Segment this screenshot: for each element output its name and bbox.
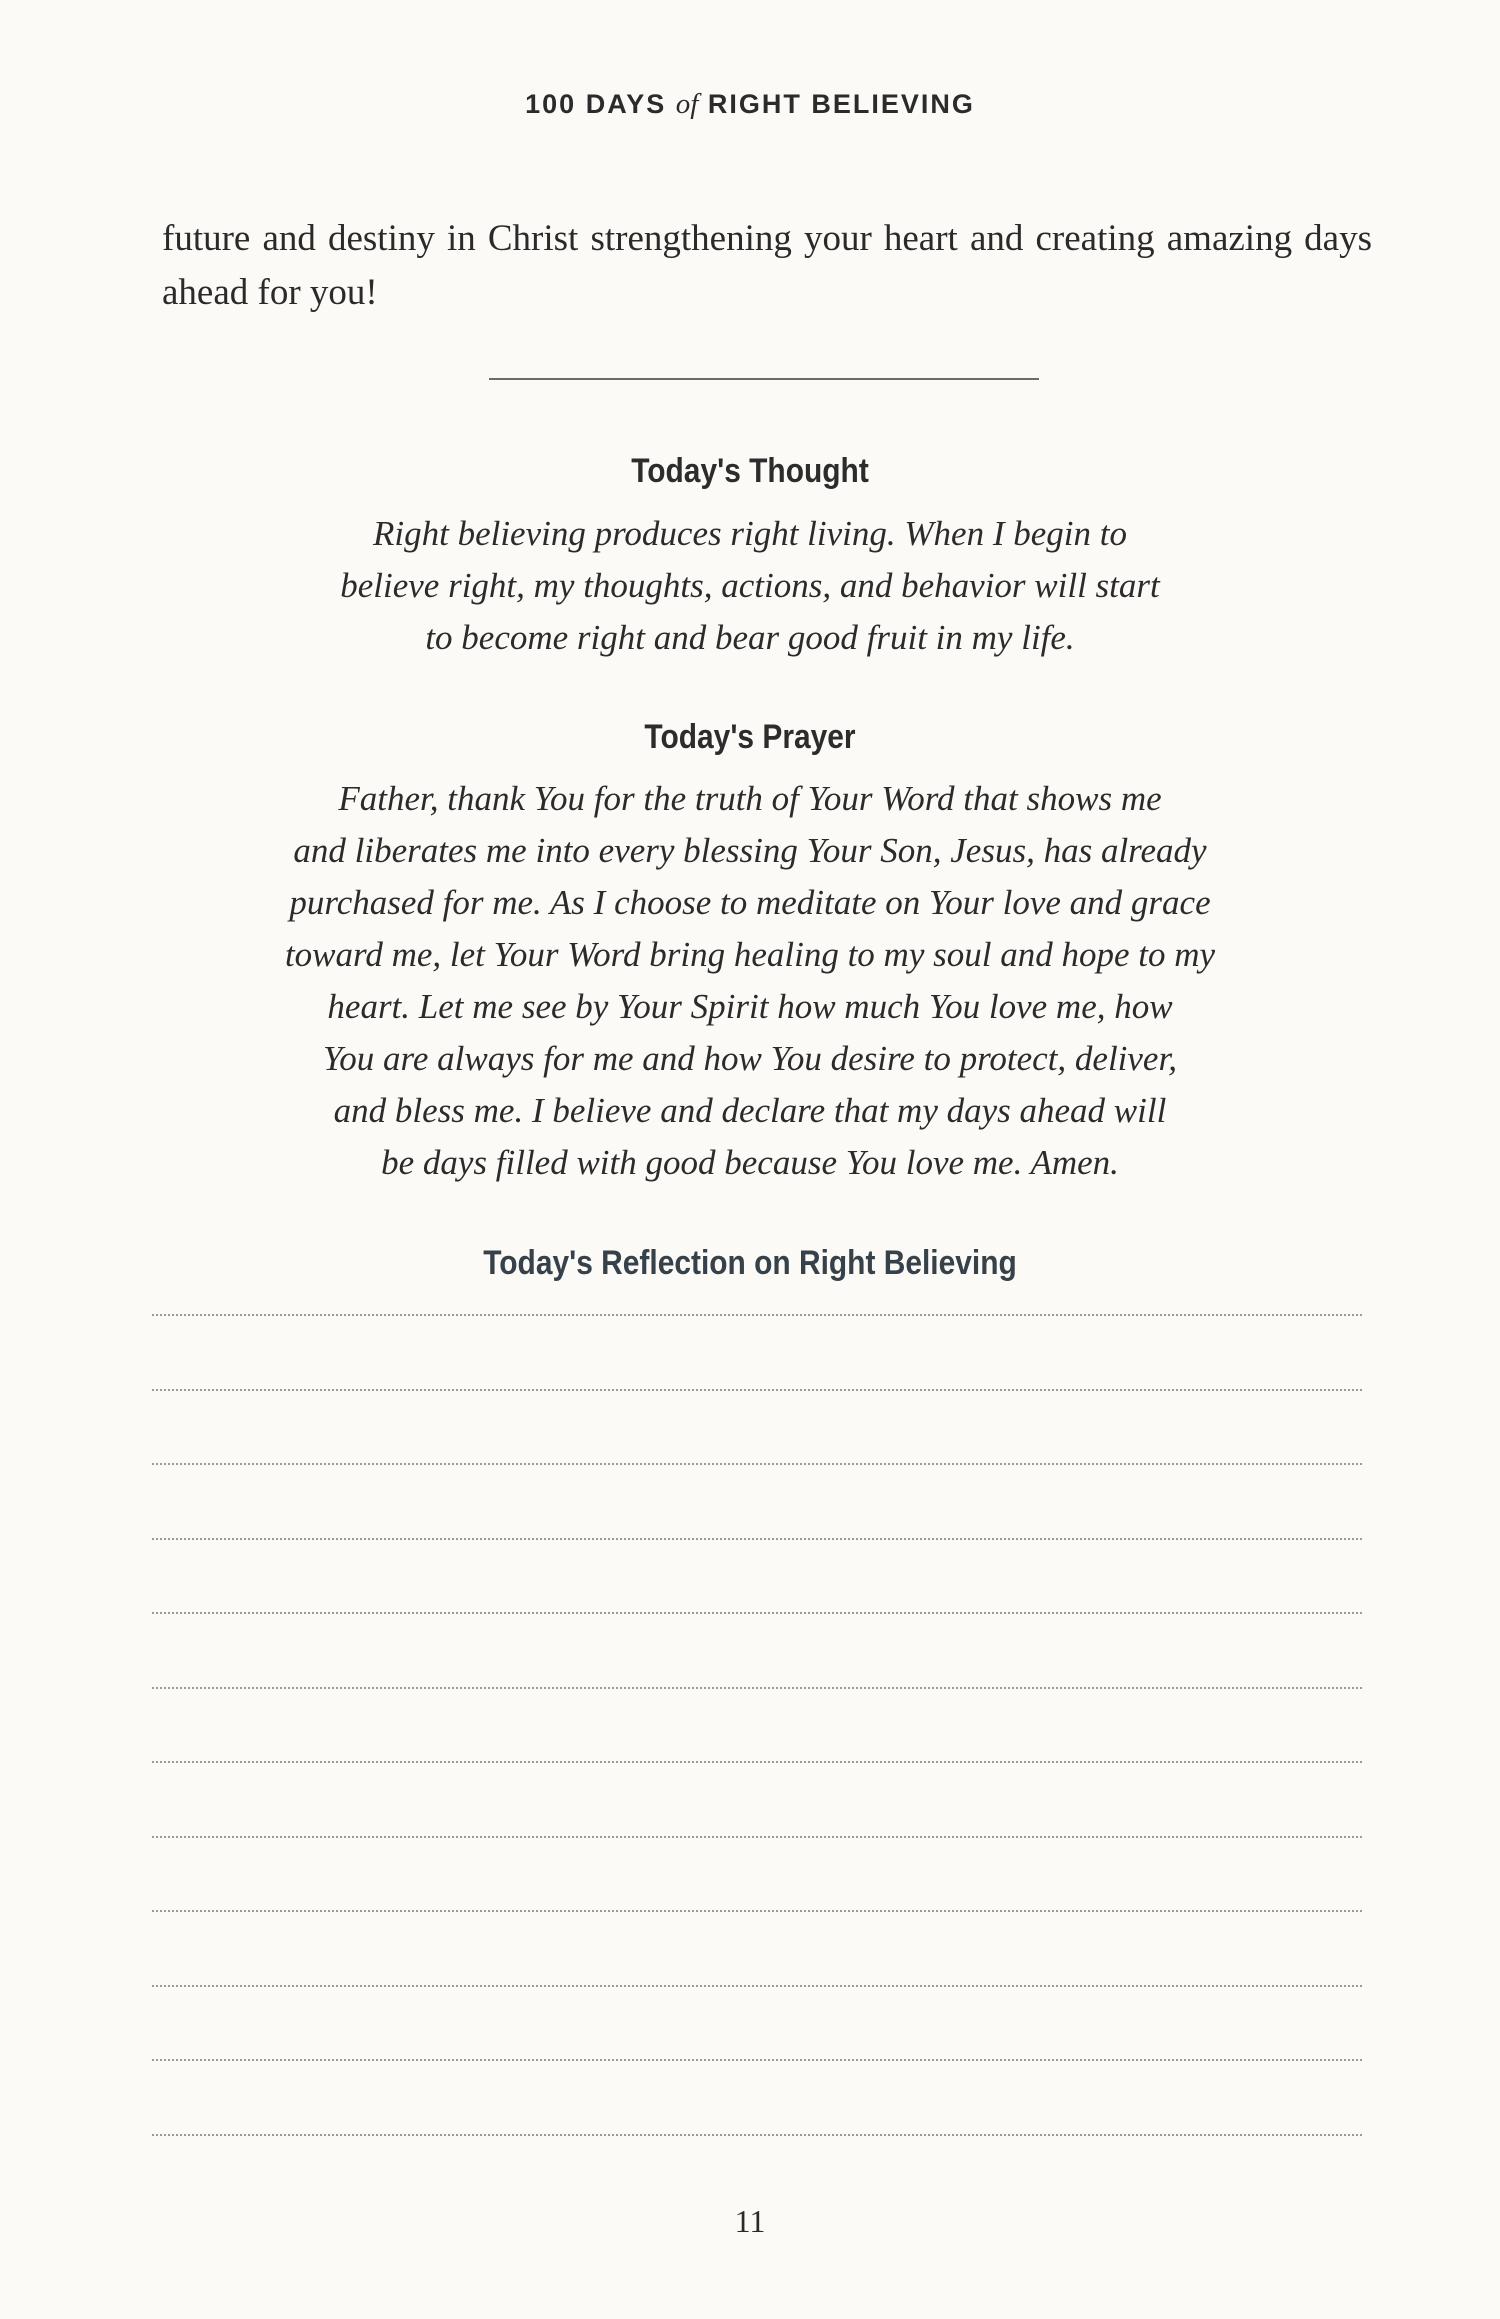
running-head-part2: RIGHT BELIEVING: [707, 89, 975, 119]
thought-line: to become right and bear good fruit in my life.: [425, 618, 1075, 657]
todays-reflection-heading: Today's Reflection on Right Believing: [483, 1244, 1017, 1282]
todays-prayer-text: [200, 773, 1300, 1189]
thought-line: Right believing produces right living. When I begin to: [373, 514, 1127, 553]
writing-line[interactable]: [152, 1761, 1362, 1763]
thought-line: believe right, my thoughts, actions, and behavior will start: [340, 566, 1160, 605]
todays-thought-text: [200, 508, 1300, 664]
writing-line[interactable]: [152, 1314, 1362, 1316]
writing-line[interactable]: [152, 1687, 1362, 1689]
prayer-line: toward me, let Your Word bring healing to my soul and hope to my: [284, 935, 1216, 974]
running-head: [0, 88, 1500, 121]
writing-line[interactable]: [152, 1389, 1362, 1391]
writing-line[interactable]: [152, 1985, 1362, 1987]
prayer-line: be days filled with good because You love me. Amen.: [381, 1143, 1119, 1182]
todays-prayer-heading: Today's Prayer: [644, 718, 856, 756]
section-divider: [489, 378, 1039, 380]
writing-line[interactable]: [152, 2059, 1362, 2061]
writing-line[interactable]: [152, 1463, 1362, 1465]
running-head-part1: 100 DAYS: [525, 89, 667, 119]
running-head-of: of: [675, 88, 699, 120]
prayer-line: and liberates me into every blessing Your Son, Jesus, has already: [293, 831, 1207, 870]
writing-line[interactable]: [152, 1836, 1362, 1838]
reflection-writing-area[interactable]: [152, 1314, 1362, 2208]
writing-line[interactable]: [152, 1538, 1362, 1540]
prayer-line: Father, thank You for the truth of Your Word that shows me: [338, 779, 1162, 818]
prayer-line: heart. Let me see by Your Spirit how much You love me, how: [327, 987, 1173, 1026]
body-paragraph: future and destiny in Christ strengthening your heart and creating amazing days ahead for you!: [162, 218, 1372, 313]
prayer-line: and bless me. I believe and declare that my days ahead will: [333, 1091, 1167, 1130]
todays-thought-heading: Today's Thought: [631, 452, 869, 490]
prayer-line: purchased for me. As I choose to meditate on Your love and grace: [289, 883, 1211, 922]
page-number: 11: [734, 2203, 766, 2239]
writing-line[interactable]: [152, 1612, 1362, 1614]
prayer-line: You are always for me and how You desire to protect, deliver,: [323, 1039, 1177, 1078]
writing-line[interactable]: [152, 1910, 1362, 1912]
writing-line[interactable]: [152, 2134, 1362, 2136]
